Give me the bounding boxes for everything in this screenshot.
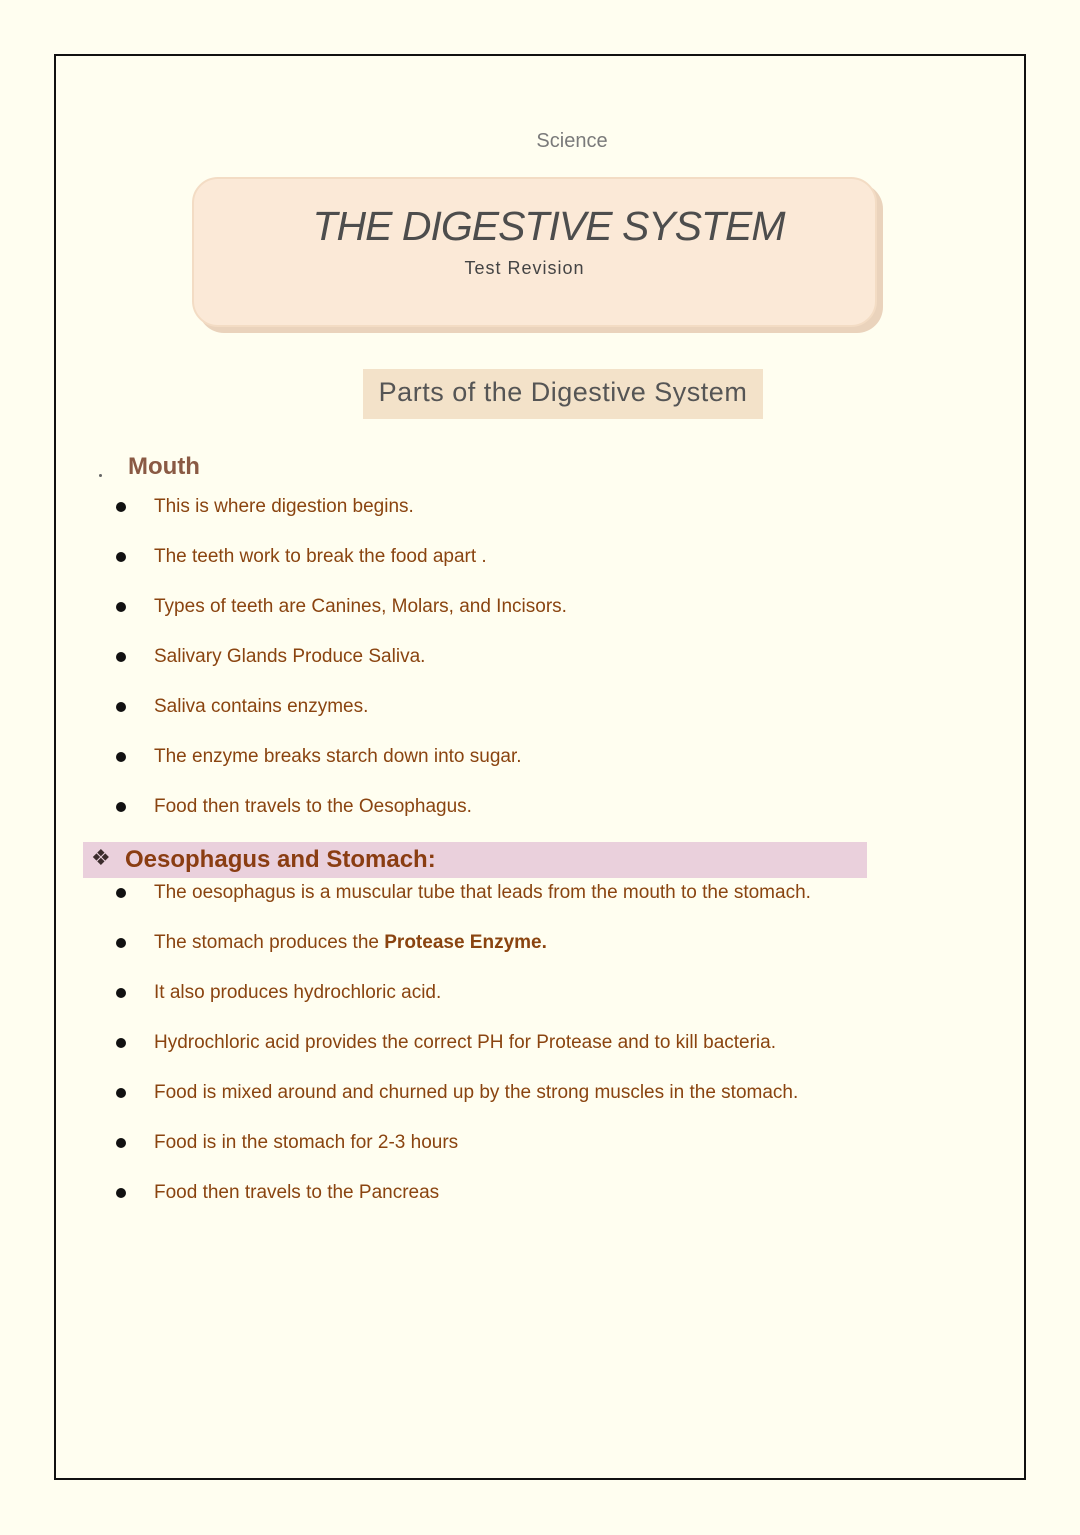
list-item: Types of teeth are Canines, Molars, and Incisors. — [114, 596, 567, 646]
bullet-dot-icon — [116, 702, 126, 712]
bullet-dot-icon — [116, 652, 126, 662]
list-item: Food is mixed around and churned up by the strong muscles in the stomach. — [114, 1082, 811, 1132]
parts-heading: Parts of the Digestive System — [363, 369, 763, 419]
list-item: Food is in the stomach for 2-3 hours — [114, 1132, 811, 1182]
list-item: It also produces hydrochloric acid. — [114, 982, 811, 1032]
list-item: Hydrochloric acid provides the correct PH for Protease and to kill bacteria. — [114, 1032, 811, 1082]
page-title: THE DIGESTIVE SYSTEM — [312, 203, 785, 249]
bullet-dot-icon — [116, 988, 126, 998]
list-item: The enzyme breaks starch down into sugar. — [114, 746, 567, 796]
bullet-dot-icon — [116, 752, 126, 762]
protease-enzyme-text: Protease Enzyme. — [384, 932, 547, 953]
oesophagus-bullet-list — [114, 882, 811, 1232]
bullet-dot-icon — [116, 802, 126, 812]
list-item: The oesophagus is a muscular tube that leads from the mouth to the stomach. — [114, 882, 811, 932]
title-box — [192, 177, 877, 327]
bullet-dot-icon — [116, 1088, 126, 1098]
list-item: This is where digestion begins. — [114, 496, 567, 546]
list-item: The stomach produces the Protease Enzyme. — [114, 932, 811, 982]
list-item: Salivary Glands Produce Saliva. — [114, 646, 567, 696]
page-subtitle: Test Revision — [464, 258, 585, 278]
stray-mark — [99, 474, 102, 477]
bullet-dot-icon — [116, 938, 126, 948]
bullet-dot-icon — [116, 502, 126, 512]
mouth-heading: Mouth — [128, 453, 200, 480]
bullet-dot-icon — [116, 602, 126, 612]
mouth-bullet-list — [114, 496, 567, 846]
subject-label: Science — [536, 130, 608, 152]
bullet-dot-icon — [116, 1188, 126, 1198]
list-item: Saliva contains enzymes. — [114, 696, 567, 746]
oesophagus-heading: Oesophagus and Stomach: — [125, 846, 436, 873]
list-item: Food then travels to the Pancreas — [114, 1182, 811, 1232]
bullet-dot-icon — [116, 552, 126, 562]
bullet-dot-icon — [116, 1038, 126, 1048]
bullet-dot-icon — [116, 1138, 126, 1148]
oesophagus-section-bar — [83, 842, 867, 878]
list-item: The teeth work to break the food apart . — [114, 546, 567, 596]
list-item: Food then travels to the Oesophagus. — [114, 796, 567, 846]
bullet-dot-icon — [116, 888, 126, 898]
diamond-bullet-icon: ❖ — [91, 845, 111, 870]
